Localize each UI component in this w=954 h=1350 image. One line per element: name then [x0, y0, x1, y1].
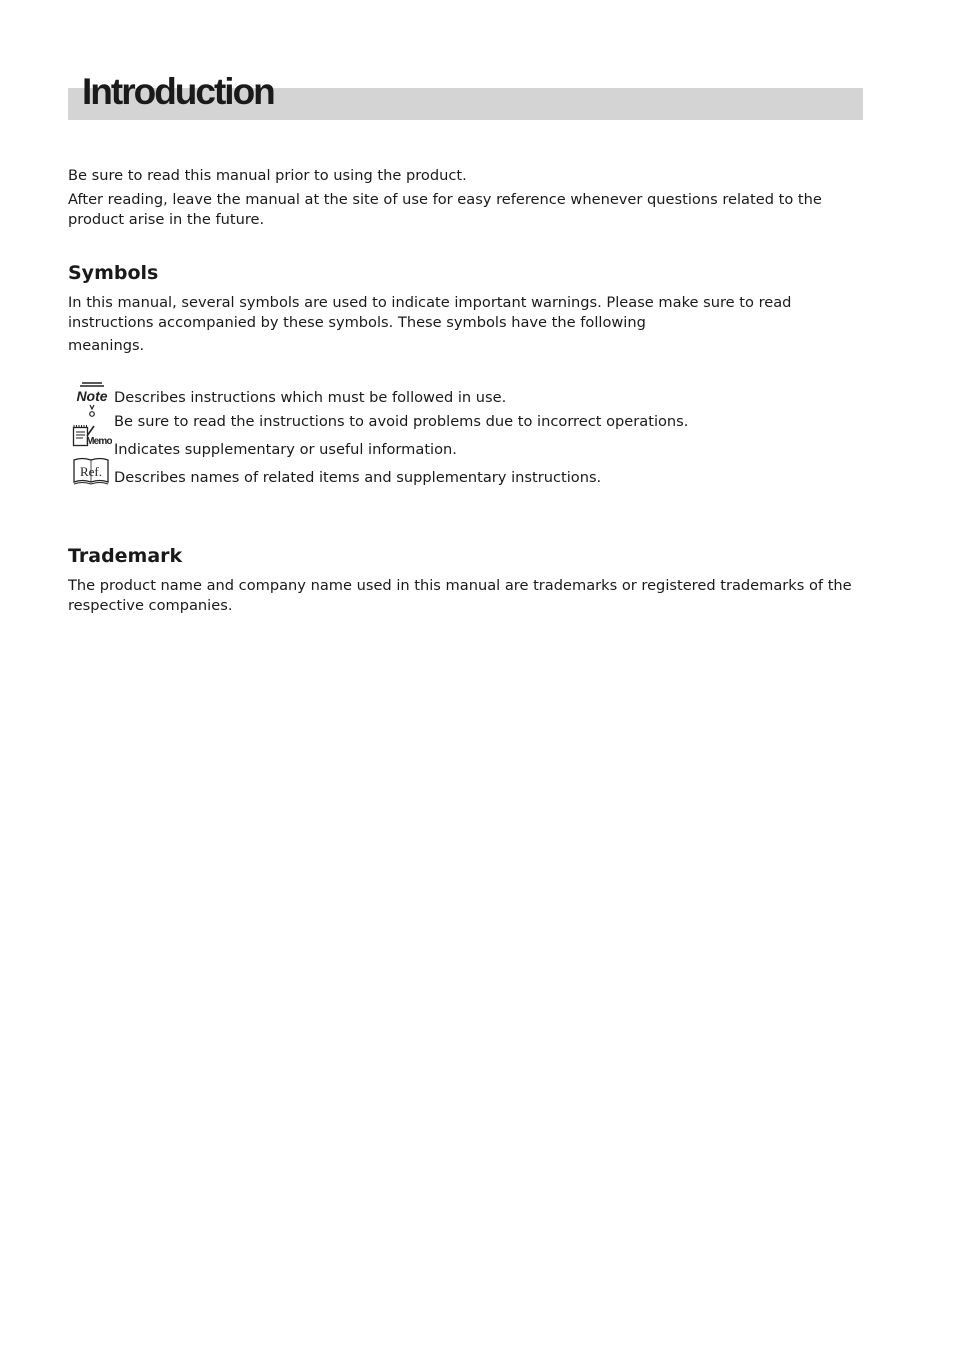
symbols-heading: Symbols [68, 262, 159, 284]
trademark-text: The product name and company name used in this manual are trademarks or registered trademarks of the respective companies. [68, 577, 852, 614]
memo-symbol-text: Indicates supplementary or useful information. [114, 441, 457, 458]
note-symbol-text: Describes instructions which must be followed in use. [114, 389, 507, 406]
note-symbol-text-2: Be sure to read the instructions to avoid problems due to incorrect operations. [114, 413, 689, 430]
ref-symbol-text: Describes names of related items and supplementary instructions. [114, 469, 602, 486]
intro-line-2: After reading, leave the manual at the site of use for easy reference whenever questions related to the product arise in the future. [68, 191, 822, 228]
memo-icon-label: Memo [86, 436, 112, 447]
symbols-description-end: meanings. [68, 337, 145, 354]
memo-icon [72, 424, 112, 450]
note-icon-label: Note [76, 388, 108, 404]
ref-icon-label: Ref. [79, 464, 103, 479]
intro-line-1: Be sure to read this manual prior to using the product. [68, 167, 467, 184]
page-title: Introduction [82, 71, 274, 112]
note-icon [72, 381, 112, 421]
symbols-description: In this manual, several symbols are used to indicate important warnings. Please make sure to read instructions accompanied by these symbols. These symbols have the following [68, 294, 792, 331]
trademark-heading: Trademark [68, 545, 183, 567]
ref-icon [72, 457, 110, 487]
